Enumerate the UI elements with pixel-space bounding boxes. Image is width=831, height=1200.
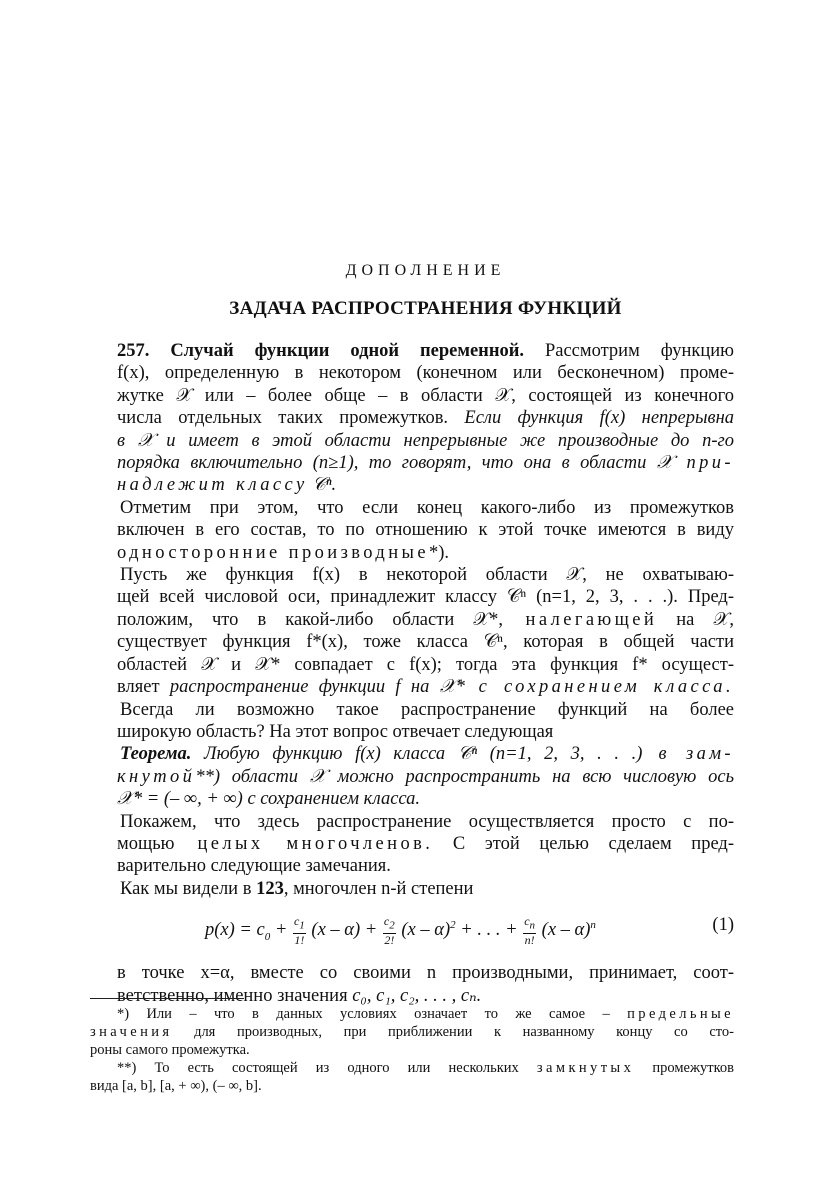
formula-lhs: p(x) = c (205, 920, 265, 941)
formula-term: (x – α) (396, 920, 451, 941)
formula-power: 2 (450, 919, 456, 932)
footnote-text: *) Или – что в данных условиях означает то же самое – (117, 1006, 628, 1022)
footnote-ref: *). (428, 542, 450, 563)
text-line: Отметим при этом, что если конец какого-либо из промежутков (120, 497, 734, 518)
equation-number: (1) (712, 915, 734, 936)
spaced-text: значения (90, 1024, 173, 1040)
fraction-denominator: n! (524, 932, 535, 947)
formula-power: n (590, 919, 596, 932)
text-line: включен в его состав, то по отношению к этой точке имеются в виду (117, 520, 734, 541)
polynomial-formula (205, 914, 596, 948)
theorem-label: Теорема. (120, 744, 192, 765)
text-line: вляет (117, 677, 170, 698)
paragraph-one-sided (117, 497, 734, 564)
formula-term: (x – α) (537, 920, 591, 941)
text-line: ветственно, именно значения (117, 985, 353, 1006)
formula-ellipsis: + . . . + (455, 920, 523, 941)
spaced-text: с сохранением класса. (464, 677, 734, 698)
italic-text: Любую функцию f(x) класса 𝒞ⁿ (n=1, 2, 3, . . .) (191, 744, 643, 765)
italic-text: распространение функции f на 𝒳* (169, 677, 465, 698)
paragraph-question (117, 699, 734, 744)
fraction-denominator: 1! (294, 932, 305, 947)
fraction-numerator: c (383, 914, 390, 929)
formula-subscript: 2 (389, 919, 395, 932)
text-line: Покажем, что здесь распространение осуществляется просто с по- (120, 811, 734, 832)
spaced-text: надлежит классу (117, 475, 308, 496)
text-line: Всегда ли возможно такое распространение функций на более (120, 699, 734, 720)
text-line: жутке 𝒳 или – более обще – в области 𝒳, состоящей из конечного (117, 385, 734, 406)
class-symbol: 𝒞ⁿ. (307, 475, 337, 496)
text-line: существует функция f*(x), тоже класса 𝒞ⁿ, которая в общей части (117, 632, 734, 653)
text-line: на 𝒳, (657, 609, 734, 630)
spaced-text: замкнутых (536, 1060, 635, 1076)
text-line: областей 𝒳 и 𝒳* совпадает с f(x); тогда эта функция f* осущест- (117, 654, 734, 675)
italic-text: порядка включительно (n≥1), то говорят, что она в области 𝒳 (117, 453, 673, 474)
paragraph-reference (117, 878, 734, 900)
text-line: С этой целью сделаем пред- (433, 833, 735, 854)
fraction-c1 (293, 915, 306, 946)
fraction-numerator: c (524, 914, 530, 929)
fraction-denominator: 2! (384, 932, 395, 947)
spaced-text: кнутой (117, 766, 196, 787)
italic-text: **) области 𝒳 можно распространить на всю числовую ось (195, 766, 734, 787)
italic-text: c₀, c₁, c₂, . . . , cₙ. (352, 985, 482, 1006)
text-line: Рассмотрим функцию (524, 341, 734, 361)
footnote-text: **) То есть состоящей из одного или нескольких (117, 1060, 537, 1076)
spaced-text: предельные (627, 1006, 734, 1022)
text-line: Пусть же функция f(x) в некоторой области 𝒳, не охватываю- (120, 565, 734, 586)
theorem (117, 743, 734, 810)
footnote-text: для производных, при приближении к названному концу со сто- (172, 1024, 734, 1040)
fraction-numerator: c (293, 914, 300, 929)
section-ref: 123 (256, 878, 284, 899)
main-text (117, 340, 734, 1007)
text-line: варительно следующие замечания. (117, 856, 391, 877)
text-line: в точке x=α, вместе со своими n производными, принимает, соот- (117, 963, 734, 984)
formula-subscript: n (529, 919, 536, 932)
spaced-text: налегающей (503, 609, 658, 630)
text-line: положим, что в какой-либо области 𝒳*, (117, 609, 504, 630)
formula-1 (117, 904, 734, 954)
spaced-text: при- (672, 453, 734, 474)
italic-text: Если функция f(x) непрерывна (464, 408, 734, 429)
footnote-text: промежутков (634, 1060, 734, 1076)
paragraph-polynomials (117, 811, 734, 878)
formula-subscript: 1 (299, 919, 305, 932)
paragraph-extension (117, 564, 734, 698)
text-line: щей всей числовой оси, принадлежит классу 𝒞ⁿ (n=1, 2, 3, . . .). Пред- (117, 587, 734, 608)
paragraph-257 (117, 340, 734, 497)
text-line: широкую область? На этот вопрос отвечает следующая (117, 721, 554, 742)
text-line: f(x), определенную в некотором (конечном или бесконечном) проме- (117, 363, 734, 384)
footnote-divider (90, 998, 244, 999)
footnotes (90, 1005, 734, 1095)
paragraph-values (117, 962, 734, 1007)
addendum-heading: ДОПОЛНЕНИЕ (345, 262, 506, 279)
fraction-cn (523, 915, 536, 946)
chapter-title: ЗАДАЧА РАСПРОСТРАНЕНИЯ ФУНКЦИЙ (229, 298, 622, 319)
formula-subscript: 0 (264, 931, 271, 943)
footnote-text: вида [a, b], [a, + ∞), (– ∞, b]. (90, 1078, 262, 1094)
spaced-text: односторонние производные (117, 542, 429, 563)
spaced-text: в зам- (642, 744, 734, 765)
footnote-text: роны самого промежутка. (90, 1042, 250, 1058)
formula-plus: + (270, 920, 292, 941)
italic-text: 𝒳* = (– ∞, + ∞) с сохранением класса. (117, 789, 421, 810)
formula-term: (x – α) + (306, 920, 382, 941)
section-heading: 257. Случай функции одной переменной. (117, 341, 525, 361)
text-line: , многочлен n-й степени (283, 878, 474, 899)
fraction-c2 (383, 915, 396, 946)
text-line: Как мы видели в (120, 878, 257, 899)
text-line: числа отдельных таких промежутков. (117, 408, 465, 429)
italic-text: в 𝒳 и имеет в этой области непрерывные же производные до n-го (117, 430, 734, 451)
text-line: мощью (117, 833, 175, 854)
spaced-text: целых многочленов. (174, 833, 434, 854)
